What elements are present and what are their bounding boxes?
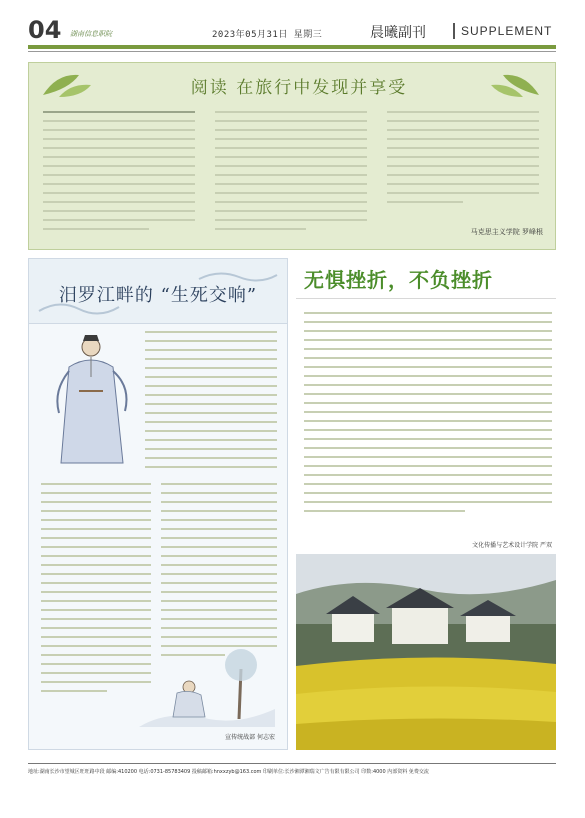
top-article bbox=[28, 62, 556, 250]
seated-figure-illustration bbox=[129, 649, 279, 729]
qu-yuan-figure-illustration bbox=[39, 331, 139, 473]
footer-info: 地址:湖南长沙市望城区旺旺路中段 邮编:410200 电话:0731-85783409 投稿邮箱:hnxxzyb@163.com 印刷单位:长沙湘潭湘瑞文广告有限有限公司 印数:4000 内部资料 免费交流 bbox=[28, 769, 429, 775]
right-article-header bbox=[296, 258, 556, 299]
right-article-byline: 文化传播与艺术设计学院 严双 bbox=[472, 542, 552, 549]
top-article-byline: 马克思主义学院 罗峰根 bbox=[470, 228, 543, 236]
page-number: 04 bbox=[28, 16, 62, 44]
section-title-cn: 晨曦副刊 bbox=[370, 25, 426, 41]
village-rapeseed-photo bbox=[296, 554, 556, 750]
left-article-title: 汨罗江畔的 “生死交响” bbox=[58, 285, 258, 306]
top-article-banner bbox=[189, 71, 409, 101]
left-article-header bbox=[29, 259, 287, 324]
section-title-en: SUPPLEMENT bbox=[461, 24, 553, 38]
issue-date: 2023年05月31日 星期三 bbox=[212, 30, 323, 40]
left-article-column-1-top bbox=[145, 331, 277, 475]
footer-rule bbox=[28, 763, 556, 764]
left-article-column-2 bbox=[161, 483, 277, 663]
top-article-title: 阅读 在旅行中发现并享受 bbox=[190, 78, 408, 98]
left-article bbox=[28, 258, 288, 750]
top-article-column-3 bbox=[387, 111, 539, 210]
left-article-byline: 宣传统战部 何志宏 bbox=[225, 734, 275, 741]
right-article-body bbox=[304, 312, 552, 519]
paper-name: 湖南信息职院 bbox=[70, 30, 112, 38]
section-divider bbox=[453, 23, 455, 39]
leaf-decoration-left-icon bbox=[39, 69, 99, 101]
right-article-title: 无惧挫折，不负挫折 bbox=[304, 268, 493, 292]
right-article bbox=[296, 258, 556, 750]
leaf-decoration-right-icon bbox=[483, 69, 543, 101]
top-article-column-1 bbox=[43, 111, 195, 237]
header-rule-thin bbox=[28, 51, 556, 52]
header-rule bbox=[28, 45, 556, 49]
top-article-column-2 bbox=[215, 111, 367, 237]
